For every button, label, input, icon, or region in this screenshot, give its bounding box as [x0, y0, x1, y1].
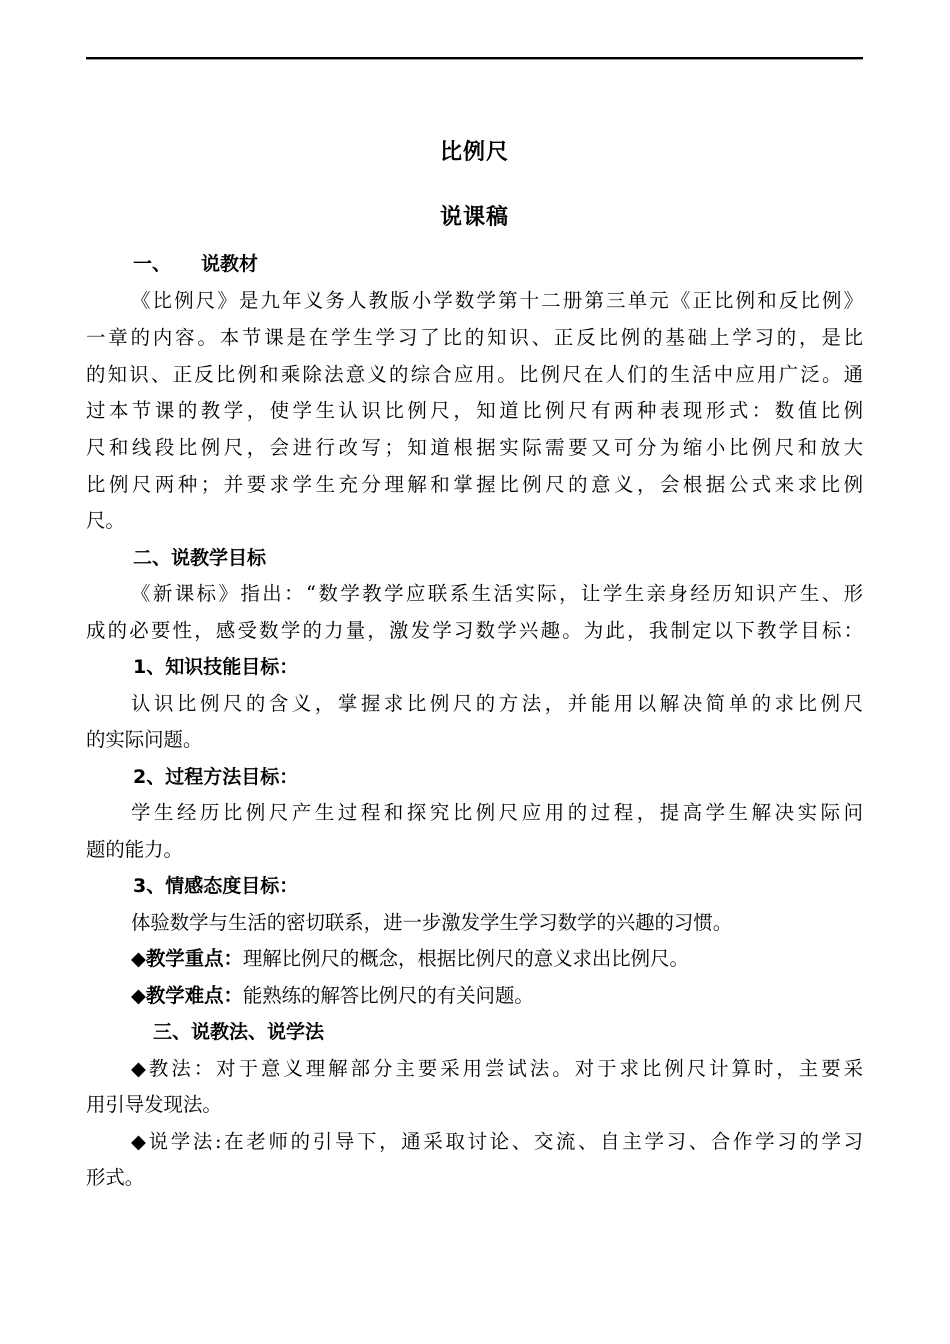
paragraph-line: 尺和线段比例尺，会进行改写；知道根据实际需要又可分为缩小比例尺和放大 [86, 436, 863, 459]
key-point-text: 理解比例尺的概念，根据比例尺的意义求出比例尺。 [242, 947, 689, 970]
diamond-bullet-icon: ◆ [131, 947, 146, 970]
paragraph-line: 《比例尺》是九年义务人教版小学数学第十二册第三单元《正比例和反比例》 [131, 289, 863, 312]
paragraph-line: 形式。 [86, 1166, 145, 1189]
paragraph-line: 过本节课的教学，使学生认识比例尺，知道比例尺有两种表现形式：数值比例 [86, 399, 863, 422]
difficult-point-line [86, 984, 863, 1008]
section-2-heading: 二、说教学目标 [133, 547, 267, 569]
document-subtitle: 说课稿 [439, 205, 509, 230]
paragraph-line: 的实际问题。 [86, 728, 203, 751]
paragraph-line: ◆教法：对于意义理解部分主要采用尝试法。对于求比例尺计算时，主要采 [131, 1057, 863, 1080]
goal-3-heading: 3、情感态度目标： [133, 875, 299, 897]
paragraph-line: 尺。 [86, 509, 125, 532]
paragraph-line: 题的能力。 [86, 838, 183, 861]
paragraph-line: ◆说学法:在老师的引导下，通采取讨论、交流、自主学习、合作学习的学习 [131, 1130, 863, 1153]
paragraph-line: 的知识、正反比例和乘除法意义的综合应用。比例尺在人们的生活中应用广泛。通 [86, 363, 863, 386]
key-point-line [86, 947, 863, 971]
key-point-label: 教学重点： [145, 947, 243, 970]
header-rule [86, 57, 863, 59]
paragraph-line: 学生经历比例尺产生过程和探究比例尺应用的过程，提高学生解决实际问 [131, 801, 863, 824]
difficult-point-text: 能熟练的解答比例尺的有关问题。 [242, 984, 534, 1007]
goal-2-heading: 2、过程方法目标： [133, 766, 299, 788]
goal-1-heading: 1、知识技能目标： [133, 656, 299, 678]
section-3-heading: 三、说教法、说学法 [153, 1021, 325, 1043]
diamond-bullet-icon: ◆ [131, 984, 146, 1007]
difficult-point-label: 教学难点： [145, 984, 243, 1007]
paragraph-line: 体验数学与生活的密切联系，进一步激发学生学习数学的兴趣的习惯。 [131, 911, 733, 934]
section-1-number: 一、 [133, 253, 172, 275]
paragraph-line: 用引导发现法。 [86, 1093, 222, 1116]
paragraph-line: 一章的内容。本节课是在学生学习了比的知识、正反比例的基础上学习的，是比 [86, 326, 863, 349]
document-title: 比例尺 [439, 140, 509, 165]
paragraph-line: 认识比例尺的含义，掌握求比例尺的方法，并能用以解决简单的求比例尺 [131, 692, 863, 715]
section-1-heading [133, 252, 258, 276]
paragraph-line: 比例尺两种；并要求学生充分理解和掌握比例尺的意义，会根据公式来求比例 [86, 473, 863, 496]
paragraph-line: 《新课标》指出：“数学教学应联系生活实际，让学生亲身经历知识产生、形 [131, 582, 863, 605]
paragraph-line: 成的必要性，感受数学的力量，激发学习数学兴趣。为此，我制定以下教学目标： [86, 619, 863, 642]
section-1-title: 说教材 [201, 253, 259, 275]
